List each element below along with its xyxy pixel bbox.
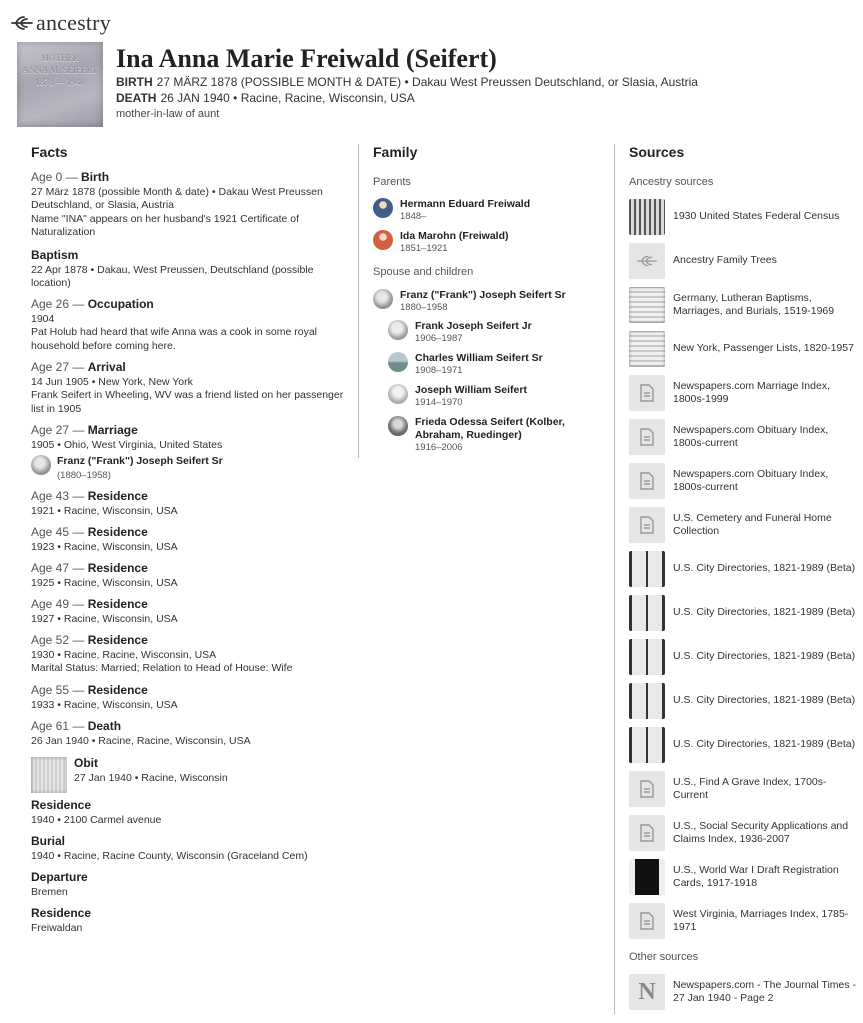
person-avatar — [388, 416, 408, 436]
spouse-avatar — [31, 455, 51, 475]
source-label: U.S. City Directories, 1821-1989 (Beta) — [673, 606, 856, 619]
fact-detail: 1904 — [31, 312, 55, 325]
parent-father[interactable] — [373, 198, 530, 222]
document-icon — [640, 912, 654, 930]
source-label: West Virginia, Marriages Index, 1785-1971 — [673, 907, 849, 933]
source-label: U.S. City Directories, 1821-1989 (Beta) — [673, 562, 856, 575]
fact-detail: 27 März 1878 (possible Month & date) • Dakau West Preussen Deutschland, or Slasia, Austria — [31, 185, 323, 211]
spouse-children-label: Spouse and children — [373, 266, 474, 278]
source-label: Newspapers.com - The Journal Times - 27 Jan 1940 - Page 2 — [673, 978, 857, 1004]
source-item[interactable] — [629, 463, 859, 499]
person-name: Frieda Odessa Seifert (Kolber, Abraham, Ruedinger) — [415, 416, 565, 441]
source-thumbnail — [629, 331, 665, 367]
document-icon — [640, 428, 654, 446]
fact-residence[interactable] — [31, 490, 351, 518]
person-dates: 1880–1958 — [400, 302, 448, 313]
source-item[interactable] — [629, 331, 859, 367]
fact-residence[interactable] — [31, 684, 351, 712]
person-dates: 1914–1970 — [415, 397, 463, 408]
fact-detail: 1925 • Racine, Wisconsin, USA — [31, 576, 178, 589]
source-item[interactable] — [629, 243, 859, 279]
fact-obit[interactable] — [31, 757, 351, 793]
fact-event: Occupation — [87, 297, 154, 311]
fact-event: Birth — [81, 170, 110, 184]
fact-event: Departure — [31, 870, 88, 884]
source-item[interactable] — [629, 903, 859, 939]
source-label: U.S. City Directories, 1821-1989 (Beta) — [673, 738, 856, 751]
person-avatar — [373, 289, 393, 309]
fact-note: Pat Holub had heard that wife Anna was a cook in some royal household before coming here. — [31, 326, 318, 352]
fact-residence[interactable] — [31, 598, 351, 626]
fact-age: Age 45 — — [31, 525, 85, 539]
person-name: Charles William Seifert Sr — [415, 352, 543, 364]
fact-occupation[interactable] — [31, 298, 351, 353]
source-item[interactable] — [629, 287, 859, 323]
person-dates: 1848– — [400, 211, 427, 222]
fact-event: Residence — [87, 683, 148, 697]
leaf-icon — [10, 11, 34, 35]
other-sources-label: Other sources — [629, 951, 699, 963]
person-name: Hermann Eduard Freiwald — [400, 198, 531, 210]
headstone-line: 1878 — 1940 — [35, 77, 85, 87]
person-dates: 1908–1971 — [415, 365, 463, 376]
fact-detail: 26 Jan 1940 • Racine, Racine, Wisconsin, USA — [31, 734, 251, 747]
headstone-line: ANNA M. SEIFERT — [22, 65, 98, 75]
document-icon — [640, 780, 654, 798]
fact-note: Frank Seifert in Wheeling, WV was a friend listed on her passenger list in 1905 — [31, 389, 344, 415]
person-dates: 1851–1921 — [400, 243, 448, 254]
document-icon — [640, 472, 654, 490]
source-item[interactable] — [629, 815, 859, 851]
fact-detail: 1930 • Racine, Racine, Wisconsin, USA — [31, 648, 217, 661]
source-thumbnail — [629, 859, 665, 895]
fact-detail: 1940 • 2100 Carmel avenue — [31, 813, 162, 826]
fact-event: Residence — [31, 798, 92, 812]
fact-departure[interactable] — [31, 871, 351, 899]
source-item[interactable] — [629, 974, 859, 1010]
source-label: New York, Passenger Lists, 1820-1957 — [673, 342, 854, 355]
source-item[interactable] — [629, 595, 859, 631]
source-label: U.S., World War I Draft Registration Cards, 1917-1918 — [673, 863, 839, 889]
death-summary — [116, 91, 415, 105]
source-label: U.S. City Directories, 1821-1989 (Beta) — [673, 650, 856, 663]
document-icon — [640, 384, 654, 402]
source-label: U.S., Find A Grave Index, 1700s-Current — [673, 775, 827, 801]
fact-age: Age 43 — — [31, 489, 85, 503]
source-label: Newspapers.com Obituary Index, 1800s-current — [673, 423, 829, 449]
fact-event: Residence — [87, 489, 148, 503]
fact-residence[interactable] — [31, 634, 351, 676]
spouse-name: Franz ("Frank") Joseph Seifert Sr — [57, 455, 223, 467]
source-thumbnail — [629, 595, 665, 631]
fact-residence[interactable] — [31, 907, 351, 935]
source-item[interactable] — [629, 375, 859, 411]
fact-detail: 22 Apr 1878 • Dakau, West Preussen, Deutschland (possible location) — [31, 263, 314, 289]
source-label: U.S. Cemetery and Funeral Home Collection — [673, 511, 832, 537]
person-avatar — [388, 352, 408, 372]
person-name: Ida Marohn (Freiwald) — [400, 230, 509, 242]
family-title: Family — [373, 144, 418, 160]
fact-age: Age 0 — — [31, 170, 78, 184]
fact-arrival[interactable] — [31, 361, 351, 416]
fact-detail: Bremen — [31, 885, 68, 898]
parents-label: Parents — [373, 176, 411, 188]
person-dates: 1906–1987 — [415, 333, 463, 344]
person-avatar — [373, 198, 393, 218]
spouse-link[interactable] — [31, 455, 351, 482]
birth-summary — [116, 75, 698, 89]
child[interactable] — [388, 320, 532, 344]
source-thumbnail — [629, 463, 665, 499]
source-label: Ancestry Family Trees — [673, 254, 777, 267]
source-item[interactable] — [629, 683, 859, 719]
fact-event: Residence — [87, 597, 148, 611]
spouse-dates: (1880–1958) — [57, 469, 111, 481]
fact-residence[interactable] — [31, 526, 351, 554]
fact-age: Age 26 — — [31, 297, 85, 311]
fact-detail: 1933 • Racine, Wisconsin, USA — [31, 698, 178, 711]
person-name: Ina Anna Marie Freiwald (Seifert) — [116, 44, 497, 73]
source-item[interactable] — [629, 199, 859, 235]
source-label: 1930 United States Federal Census — [673, 210, 840, 223]
person-name: Joseph William Seifert — [415, 384, 527, 396]
source-label: Germany, Lutheran Baptisms, Marriages, and Burials, 1519-1969 — [673, 291, 835, 317]
spouse[interactable] — [373, 289, 566, 313]
person-dates: 1916–2006 — [415, 442, 463, 453]
source-thumbnail — [629, 903, 665, 939]
source-thumbnail — [629, 727, 665, 763]
family-section — [373, 140, 603, 453]
fact-age: Age 49 — — [31, 597, 85, 611]
fact-event: Residence — [87, 561, 148, 575]
fact-burial[interactable] — [31, 835, 351, 863]
fact-age: Age 27 — — [31, 360, 85, 374]
fact-baptism[interactable] — [31, 249, 351, 291]
ancestry-logo[interactable] — [10, 10, 111, 36]
fact-detail: 1921 • Racine, Wisconsin, USA — [31, 504, 178, 517]
fact-event: Burial — [31, 834, 66, 848]
parent-mother[interactable] — [373, 230, 509, 254]
source-thumbnail — [629, 639, 665, 675]
relationship-label: mother-in-law of aunt — [116, 108, 220, 120]
fact-event: Baptism — [31, 248, 79, 262]
source-thumbnail — [629, 199, 665, 235]
fact-detail: 14 Jun 1905 • New York, New York — [31, 375, 193, 388]
person-avatar — [388, 384, 408, 404]
fact-marriage[interactable] — [31, 424, 351, 482]
leaf-icon — [636, 254, 658, 268]
fact-death[interactable] — [31, 720, 351, 748]
source-thumbnail — [629, 771, 665, 807]
source-thumbnail — [629, 507, 665, 543]
column-divider — [614, 144, 615, 1014]
source-item[interactable] — [629, 419, 859, 455]
fact-detail: Freiwaldan — [31, 921, 83, 934]
source-thumbnail — [629, 815, 665, 851]
document-icon — [640, 824, 654, 842]
fact-age: Age 55 — — [31, 683, 85, 697]
fact-note: Name "INA" appears on her husband's 1921 Certificate of Naturalization — [31, 212, 300, 238]
fact-event: Residence — [87, 633, 148, 647]
newspaper-icon: N — [629, 974, 665, 1010]
source-item[interactable] — [629, 727, 859, 763]
fact-event: Arrival — [87, 360, 126, 374]
person-avatar — [373, 230, 393, 250]
birth-label: BIRTH — [116, 75, 153, 89]
fact-detail: 1923 • Racine, Wisconsin, USA — [31, 540, 178, 553]
fact-event: Death — [87, 719, 122, 733]
facts-title: Facts — [31, 144, 68, 160]
fact-event: Residence — [87, 525, 148, 539]
child[interactable] — [388, 384, 527, 408]
birth-value: 27 MÄRZ 1878 (POSSIBLE MONTH & DATE) • Dakau West Preussen Deutschland, or Slasia, Austria — [156, 75, 698, 89]
source-thumbnail — [629, 243, 665, 279]
person-name: Frank Joseph Seifert Jr — [415, 320, 532, 332]
fact-residence[interactable] — [31, 799, 351, 827]
fact-event: Marriage — [87, 423, 138, 437]
document-icon — [640, 516, 654, 534]
source-thumbnail — [629, 551, 665, 587]
fact-age: Age 47 — — [31, 561, 85, 575]
ancestry-sources-label: Ancestry sources — [629, 176, 714, 188]
child[interactable] — [388, 416, 588, 453]
obit-thumbnail[interactable] — [31, 757, 67, 793]
source-item[interactable] — [629, 551, 859, 587]
fact-residence[interactable] — [31, 562, 351, 590]
death-value: 26 JAN 1940 • Racine, Racine, Wisconsin, USA — [160, 91, 415, 105]
fact-age: Age 61 — — [31, 719, 85, 733]
source-item[interactable] — [629, 639, 859, 675]
death-label: DEATH — [116, 91, 157, 105]
source-thumbnail — [629, 419, 665, 455]
fact-detail: 1927 • Racine, Wisconsin, USA — [31, 612, 178, 625]
fact-age: Age 27 — — [31, 423, 85, 437]
source-thumbnail — [629, 287, 665, 323]
source-label: Newspapers.com Marriage Index, 1800s-1999 — [673, 379, 830, 405]
fact-detail: 1940 • Racine, Racine County, Wisconsin (Graceland Cem) — [31, 849, 308, 862]
facts-section — [31, 140, 351, 934]
brand-name: ancestry — [36, 10, 111, 35]
sources-title: Sources — [629, 144, 685, 160]
source-label: U.S. City Directories, 1821-1989 (Beta) — [673, 694, 856, 707]
person-avatar — [388, 320, 408, 340]
headstone-photo[interactable] — [17, 42, 103, 127]
source-item[interactable] — [629, 771, 859, 807]
fact-note: Marital Status: Married; Relation to Head of House: Wife — [31, 662, 293, 674]
fact-birth[interactable] — [31, 171, 351, 240]
headstone-line: MOTHER — [41, 53, 79, 63]
child[interactable] — [388, 352, 543, 376]
person-name: Franz ("Frank") Joseph Seifert Sr — [400, 289, 566, 301]
source-thumbnail — [629, 683, 665, 719]
fact-event: Residence — [31, 906, 92, 920]
source-item[interactable] — [629, 859, 859, 895]
fact-detail: 1905 • Ohio, West Virginia, United States — [31, 438, 223, 451]
source-item[interactable] — [629, 507, 859, 543]
fact-age: Age 52 — — [31, 633, 85, 647]
source-label: Newspapers.com Obituary Index, 1800s-current — [673, 467, 829, 493]
fact-event: Obit — [74, 756, 98, 770]
source-thumbnail — [629, 375, 665, 411]
fact-detail: 27 Jan 1940 • Racine, Wisconsin — [74, 771, 228, 784]
source-label: U.S., Social Security Applications and Claims Index, 1936-2007 — [673, 819, 849, 845]
sources-section — [629, 140, 859, 1005]
column-divider — [358, 144, 359, 458]
